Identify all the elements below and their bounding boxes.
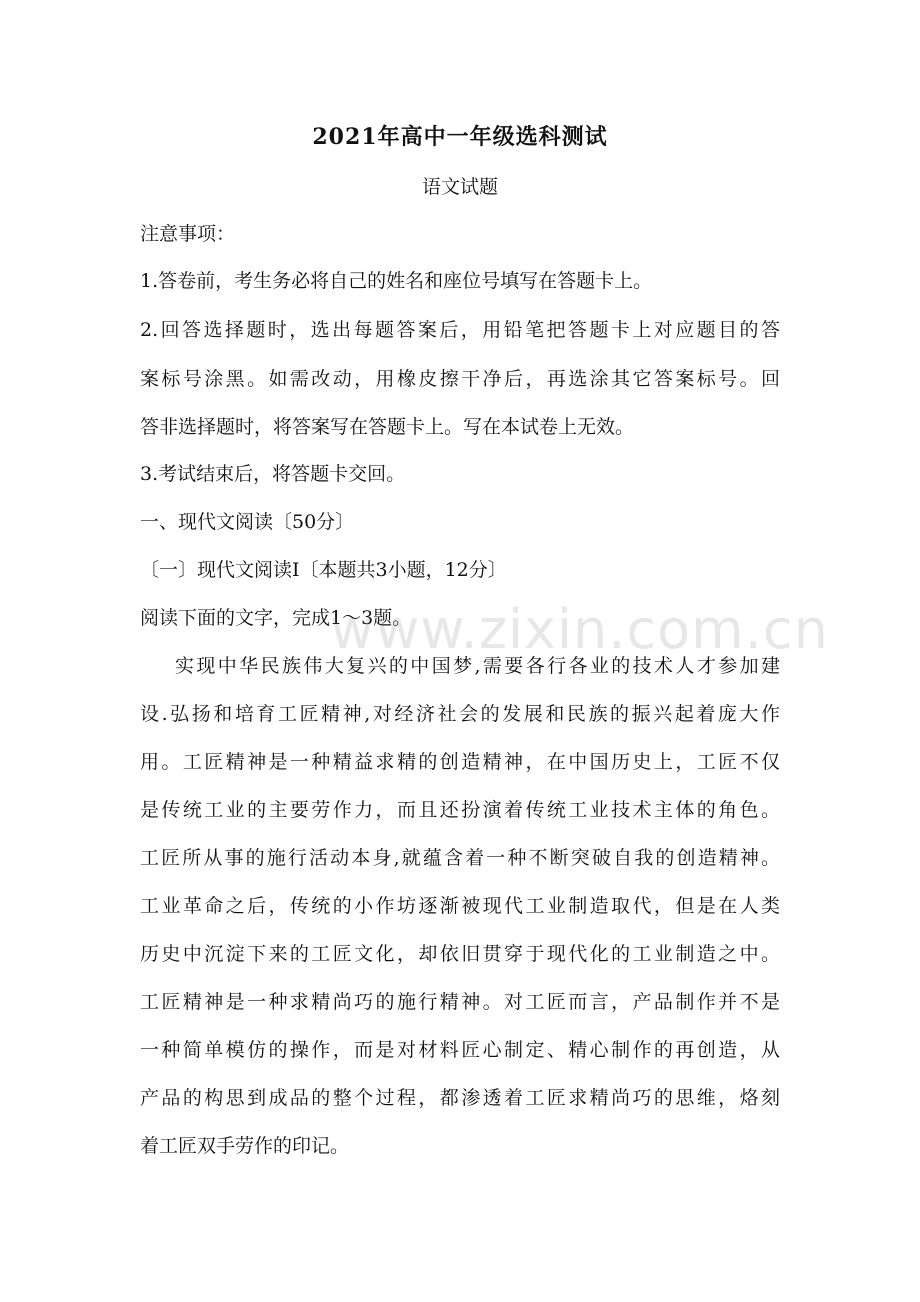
- passage-line: 工匠所从事的施行活动本身,就蕴含着一种不断突破自我的创造精神。: [140, 847, 780, 869]
- notice-line: 案标号涂黑。如需改动，用橡皮擦干净后，再选涂其它答案标号。回: [140, 368, 780, 390]
- notice-line: 2.回答选择题时，选出每题答案后，用铅笔把答题卡上对应题目的答: [140, 319, 780, 341]
- passage-line: 实现中华民族伟大复兴的中国梦,需要各行各业的技术人才参加建: [175, 655, 780, 677]
- passage-line: 设.弘扬和培育工匠精神,对经济社会的发展和民族的振兴起着庞大作: [140, 703, 780, 725]
- section-heading: 一、现代文阅读〔50分〕: [140, 511, 355, 533]
- instruction-text: 阅读下面的文字，完成1～3题。: [140, 607, 412, 629]
- notice-line: 3.考试结束后，将答题卡交回。: [140, 463, 406, 485]
- page-title: 2021年高中一年级选科测试: [312, 124, 608, 150]
- passage-line: 一种简单模仿的操作，而是对材料匠心制定、精心制作的再创造，从: [140, 1039, 780, 1061]
- passage-line: 工业革命之后，传统的小作坊逐渐被现代工业制造取代，但是在人类: [140, 895, 780, 917]
- passage-line: 历史中沉淀下来的工匠文化，却依旧贯穿于现代化的工业制造之中。: [140, 943, 780, 965]
- notice-line: 1.答卷前，考生务必将自己的姓名和座位号填写在答题卡上。: [140, 270, 653, 292]
- watermark: www.zixin.com.cn: [330, 598, 829, 661]
- passage-line: 产品的构思到成品的整个过程，都渗透着工匠求精尚巧的思维，烙刻: [140, 1087, 780, 1109]
- passage-line: 是传统工业的主要劳作力，而且还扮演着传统工业技术主体的角色。: [140, 799, 780, 821]
- passage-line: 着工匠双手劳作的印记。: [140, 1135, 350, 1157]
- notice-line: 答非选择题时，将答案写在答题卡上。写在本试卷上无效。: [140, 416, 635, 438]
- passage-line: 工匠精神是一种求精尚巧的施行精神。对工匠而言，产品制作并不是: [140, 991, 780, 1013]
- notice-heading: 注意事项：: [140, 223, 236, 245]
- page-subtitle: 语文试题: [421, 176, 498, 198]
- subsection-heading: 〔一〕现代文阅读Ⅰ〔本题共3小题，12分〕: [140, 559, 507, 581]
- passage-line: 用。工匠精神是一种精益求精的创造精神，在中国历史上，工匠不仅: [140, 751, 780, 773]
